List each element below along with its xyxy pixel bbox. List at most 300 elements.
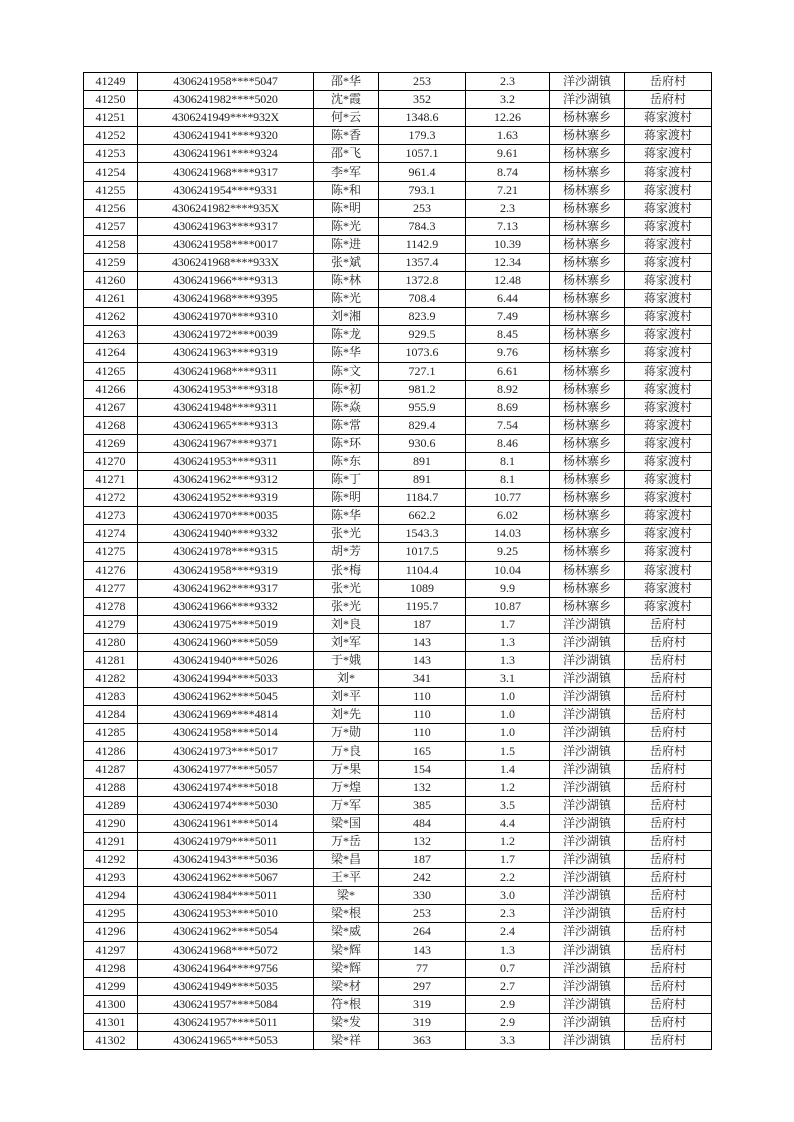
serial-number-cell: 41249 xyxy=(84,73,138,91)
village-cell: 岳府村 xyxy=(625,670,712,688)
township-cell: 杨林寨乡 xyxy=(550,579,625,597)
village-cell: 蒋家渡村 xyxy=(625,344,712,362)
value-cell: 2.9 xyxy=(466,1013,550,1031)
name-cell: 万*良 xyxy=(314,742,379,760)
village-cell: 蒋家渡村 xyxy=(625,543,712,561)
id-number-cell: 4306241962****9312 xyxy=(138,471,314,489)
serial-number-cell: 41302 xyxy=(84,1031,138,1049)
name-cell: 陈*明 xyxy=(314,489,379,507)
id-number-cell: 4306241973****5017 xyxy=(138,742,314,760)
table-row xyxy=(84,235,712,253)
table-row xyxy=(84,109,712,127)
table-row xyxy=(84,995,712,1013)
township-cell: 洋沙湖镇 xyxy=(550,814,625,832)
table-row xyxy=(84,977,712,995)
township-cell: 洋沙湖镇 xyxy=(550,778,625,796)
value-cell: 1.3 xyxy=(466,652,550,670)
name-cell: 张*斌 xyxy=(314,253,379,271)
township-cell: 洋沙湖镇 xyxy=(550,1013,625,1031)
value-cell: 1.2 xyxy=(466,832,550,850)
name-cell: 刘*良 xyxy=(314,615,379,633)
township-cell: 洋沙湖镇 xyxy=(550,742,625,760)
amount-cell: 727.1 xyxy=(379,362,466,380)
serial-number-cell: 41273 xyxy=(84,507,138,525)
name-cell: 梁*发 xyxy=(314,1013,379,1031)
amount-cell: 1104.4 xyxy=(379,561,466,579)
id-number-cell: 4306241964****9756 xyxy=(138,959,314,977)
amount-cell: 981.2 xyxy=(379,380,466,398)
amount-cell: 154 xyxy=(379,760,466,778)
table-row xyxy=(84,471,712,489)
id-number-cell: 4306241965****9313 xyxy=(138,416,314,434)
id-number-cell: 4306241968****9311 xyxy=(138,362,314,380)
data-table xyxy=(83,72,712,1050)
name-cell: 陈*和 xyxy=(314,181,379,199)
township-cell: 杨林寨乡 xyxy=(550,326,625,344)
table-row xyxy=(84,145,712,163)
amount-cell: 319 xyxy=(379,1013,466,1031)
village-cell: 岳府村 xyxy=(625,706,712,724)
id-number-cell: 4306241968****933X xyxy=(138,253,314,271)
village-cell: 蒋家渡村 xyxy=(625,362,712,380)
serial-number-cell: 41262 xyxy=(84,308,138,326)
township-cell: 杨林寨乡 xyxy=(550,362,625,380)
village-cell: 蒋家渡村 xyxy=(625,235,712,253)
id-number-cell: 4306241960****5059 xyxy=(138,633,314,651)
id-number-cell: 4306241954****9331 xyxy=(138,181,314,199)
name-cell: 张*光 xyxy=(314,579,379,597)
name-cell: 陈*华 xyxy=(314,344,379,362)
name-cell: 陈*文 xyxy=(314,362,379,380)
township-cell: 洋沙湖镇 xyxy=(550,91,625,109)
value-cell: 6.61 xyxy=(466,362,550,380)
township-cell: 洋沙湖镇 xyxy=(550,1031,625,1049)
id-number-cell: 4306241972****0039 xyxy=(138,326,314,344)
amount-cell: 165 xyxy=(379,742,466,760)
serial-number-cell: 41278 xyxy=(84,597,138,615)
village-cell: 蒋家渡村 xyxy=(625,253,712,271)
value-cell: 10.04 xyxy=(466,561,550,579)
id-number-cell: 4306241958****5047 xyxy=(138,73,314,91)
id-number-cell: 4306241979****5011 xyxy=(138,832,314,850)
name-cell: 符*根 xyxy=(314,995,379,1013)
table-row xyxy=(84,73,712,91)
township-cell: 杨林寨乡 xyxy=(550,109,625,127)
serial-number-cell: 41282 xyxy=(84,670,138,688)
table-row xyxy=(84,398,712,416)
value-cell: 0.7 xyxy=(466,959,550,977)
value-cell: 1.7 xyxy=(466,615,550,633)
value-cell: 2.3 xyxy=(466,73,550,91)
name-cell: 陈*焱 xyxy=(314,398,379,416)
township-cell: 洋沙湖镇 xyxy=(550,796,625,814)
amount-cell: 1089 xyxy=(379,579,466,597)
village-cell: 蒋家渡村 xyxy=(625,272,712,290)
value-cell: 8.92 xyxy=(466,380,550,398)
name-cell: 万*岳 xyxy=(314,832,379,850)
village-cell: 蒋家渡村 xyxy=(625,308,712,326)
name-cell: 陈*常 xyxy=(314,416,379,434)
table-row xyxy=(84,959,712,977)
value-cell: 1.0 xyxy=(466,706,550,724)
serial-number-cell: 41267 xyxy=(84,398,138,416)
village-cell: 岳府村 xyxy=(625,923,712,941)
serial-number-cell: 41281 xyxy=(84,652,138,670)
table-row xyxy=(84,489,712,507)
value-cell: 12.48 xyxy=(466,272,550,290)
serial-number-cell: 41274 xyxy=(84,525,138,543)
id-number-cell: 4306241962****5054 xyxy=(138,923,314,941)
table-row xyxy=(84,380,712,398)
table-row xyxy=(84,561,712,579)
table-body xyxy=(84,73,712,1050)
name-cell: 陈*环 xyxy=(314,434,379,452)
village-cell: 蒋家渡村 xyxy=(625,181,712,199)
village-cell: 蒋家渡村 xyxy=(625,525,712,543)
township-cell: 洋沙湖镇 xyxy=(550,832,625,850)
township-cell: 杨林寨乡 xyxy=(550,163,625,181)
village-cell: 岳府村 xyxy=(625,814,712,832)
value-cell: 6.44 xyxy=(466,290,550,308)
village-cell: 岳府村 xyxy=(625,742,712,760)
amount-cell: 961.4 xyxy=(379,163,466,181)
serial-number-cell: 41264 xyxy=(84,344,138,362)
id-number-cell: 4306241968****5072 xyxy=(138,941,314,959)
serial-number-cell: 41256 xyxy=(84,199,138,217)
serial-number-cell: 41297 xyxy=(84,941,138,959)
township-cell: 洋沙湖镇 xyxy=(550,887,625,905)
id-number-cell: 4306241970****0035 xyxy=(138,507,314,525)
value-cell: 3.3 xyxy=(466,1031,550,1049)
serial-number-cell: 41253 xyxy=(84,145,138,163)
township-cell: 洋沙湖镇 xyxy=(550,670,625,688)
table-row xyxy=(84,253,712,271)
table-row xyxy=(84,416,712,434)
table-row xyxy=(84,887,712,905)
name-cell: 邵*飞 xyxy=(314,145,379,163)
serial-number-cell: 41300 xyxy=(84,995,138,1013)
value-cell: 9.25 xyxy=(466,543,550,561)
id-number-cell: 4306241957****5084 xyxy=(138,995,314,1013)
id-number-cell: 4306241952****9319 xyxy=(138,489,314,507)
township-cell: 杨林寨乡 xyxy=(550,507,625,525)
table-row xyxy=(84,344,712,362)
value-cell: 1.5 xyxy=(466,742,550,760)
id-number-cell: 4306241949****932X xyxy=(138,109,314,127)
id-number-cell: 4306241943****5036 xyxy=(138,851,314,869)
village-cell: 蒋家渡村 xyxy=(625,416,712,434)
township-cell: 杨林寨乡 xyxy=(550,253,625,271)
value-cell: 8.1 xyxy=(466,471,550,489)
serial-number-cell: 41275 xyxy=(84,543,138,561)
id-number-cell: 4306241957****5011 xyxy=(138,1013,314,1031)
table-row xyxy=(84,615,712,633)
township-cell: 洋沙湖镇 xyxy=(550,760,625,778)
id-number-cell: 4306241940****5026 xyxy=(138,652,314,670)
township-cell: 洋沙湖镇 xyxy=(550,706,625,724)
table-row xyxy=(84,760,712,778)
amount-cell: 955.9 xyxy=(379,398,466,416)
village-cell: 岳府村 xyxy=(625,851,712,869)
village-cell: 蒋家渡村 xyxy=(625,163,712,181)
amount-cell: 1142.9 xyxy=(379,235,466,253)
table-row xyxy=(84,217,712,235)
name-cell: 刘*平 xyxy=(314,688,379,706)
value-cell: 7.49 xyxy=(466,308,550,326)
township-cell: 洋沙湖镇 xyxy=(550,923,625,941)
serial-number-cell: 41270 xyxy=(84,452,138,470)
village-cell: 岳府村 xyxy=(625,724,712,742)
township-cell: 杨林寨乡 xyxy=(550,543,625,561)
serial-number-cell: 41257 xyxy=(84,217,138,235)
amount-cell: 187 xyxy=(379,851,466,869)
id-number-cell: 4306241978****9315 xyxy=(138,543,314,561)
name-cell: 陈*初 xyxy=(314,380,379,398)
value-cell: 7.21 xyxy=(466,181,550,199)
village-cell: 蒋家渡村 xyxy=(625,597,712,615)
name-cell: 何*云 xyxy=(314,109,379,127)
village-cell: 蒋家渡村 xyxy=(625,109,712,127)
name-cell: 梁*威 xyxy=(314,923,379,941)
amount-cell: 110 xyxy=(379,724,466,742)
value-cell: 14.03 xyxy=(466,525,550,543)
village-cell: 岳府村 xyxy=(625,73,712,91)
serial-number-cell: 41291 xyxy=(84,832,138,850)
value-cell: 9.76 xyxy=(466,344,550,362)
id-number-cell: 4306241982****5020 xyxy=(138,91,314,109)
township-cell: 杨林寨乡 xyxy=(550,145,625,163)
value-cell: 12.34 xyxy=(466,253,550,271)
serial-number-cell: 41263 xyxy=(84,326,138,344)
amount-cell: 363 xyxy=(379,1031,466,1049)
value-cell: 1.3 xyxy=(466,633,550,651)
id-number-cell: 4306241962****9317 xyxy=(138,579,314,597)
village-cell: 蒋家渡村 xyxy=(625,199,712,217)
table-row xyxy=(84,742,712,760)
amount-cell: 143 xyxy=(379,652,466,670)
id-number-cell: 4306241968****9395 xyxy=(138,290,314,308)
serial-number-cell: 41290 xyxy=(84,814,138,832)
village-cell: 岳府村 xyxy=(625,832,712,850)
name-cell: 刘*先 xyxy=(314,706,379,724)
name-cell: 梁*祥 xyxy=(314,1031,379,1049)
id-number-cell: 4306241953****9311 xyxy=(138,452,314,470)
village-cell: 蒋家渡村 xyxy=(625,326,712,344)
name-cell: 陈*林 xyxy=(314,272,379,290)
name-cell: 梁*材 xyxy=(314,977,379,995)
village-cell: 岳府村 xyxy=(625,887,712,905)
township-cell: 洋沙湖镇 xyxy=(550,995,625,1013)
name-cell: 陈*龙 xyxy=(314,326,379,344)
township-cell: 杨林寨乡 xyxy=(550,344,625,362)
amount-cell: 1017.5 xyxy=(379,543,466,561)
village-cell: 蒋家渡村 xyxy=(625,398,712,416)
name-cell: 刘* xyxy=(314,670,379,688)
township-cell: 洋沙湖镇 xyxy=(550,615,625,633)
amount-cell: 264 xyxy=(379,923,466,941)
id-number-cell: 4306241984****5011 xyxy=(138,887,314,905)
name-cell: 刘*军 xyxy=(314,633,379,651)
id-number-cell: 4306241966****9313 xyxy=(138,272,314,290)
amount-cell: 341 xyxy=(379,670,466,688)
serial-number-cell: 41265 xyxy=(84,362,138,380)
township-cell: 洋沙湖镇 xyxy=(550,977,625,995)
name-cell: 张*光 xyxy=(314,597,379,615)
amount-cell: 385 xyxy=(379,796,466,814)
table-row xyxy=(84,597,712,615)
serial-number-cell: 41272 xyxy=(84,489,138,507)
township-cell: 洋沙湖镇 xyxy=(550,724,625,742)
table-row xyxy=(84,199,712,217)
name-cell: 梁*国 xyxy=(314,814,379,832)
id-number-cell: 4306241994****5033 xyxy=(138,670,314,688)
id-number-cell: 4306241967****9371 xyxy=(138,434,314,452)
value-cell: 1.0 xyxy=(466,688,550,706)
township-cell: 杨林寨乡 xyxy=(550,380,625,398)
id-number-cell: 4306241958****0017 xyxy=(138,235,314,253)
value-cell: 8.1 xyxy=(466,452,550,470)
name-cell: 刘*湘 xyxy=(314,308,379,326)
amount-cell: 179.3 xyxy=(379,127,466,145)
village-cell: 岳府村 xyxy=(625,941,712,959)
table-row xyxy=(84,326,712,344)
value-cell: 8.74 xyxy=(466,163,550,181)
township-cell: 洋沙湖镇 xyxy=(550,73,625,91)
village-cell: 岳府村 xyxy=(625,959,712,977)
name-cell: 陈*明 xyxy=(314,199,379,217)
amount-cell: 297 xyxy=(379,977,466,995)
id-number-cell: 4306241958****9319 xyxy=(138,561,314,579)
amount-cell: 1073.6 xyxy=(379,344,466,362)
amount-cell: 484 xyxy=(379,814,466,832)
table-row xyxy=(84,814,712,832)
table-row xyxy=(84,543,712,561)
value-cell: 7.13 xyxy=(466,217,550,235)
township-cell: 杨林寨乡 xyxy=(550,525,625,543)
table-row xyxy=(84,724,712,742)
village-cell: 蒋家渡村 xyxy=(625,434,712,452)
township-cell: 杨林寨乡 xyxy=(550,489,625,507)
table-row xyxy=(84,127,712,145)
amount-cell: 823.9 xyxy=(379,308,466,326)
township-cell: 洋沙湖镇 xyxy=(550,633,625,651)
serial-number-cell: 41293 xyxy=(84,869,138,887)
table-row xyxy=(84,163,712,181)
table-row xyxy=(84,688,712,706)
amount-cell: 1184.7 xyxy=(379,489,466,507)
id-number-cell: 4306241958****5014 xyxy=(138,724,314,742)
township-cell: 杨林寨乡 xyxy=(550,290,625,308)
name-cell: 张*光 xyxy=(314,525,379,543)
amount-cell: 132 xyxy=(379,832,466,850)
amount-cell: 143 xyxy=(379,941,466,959)
table-row xyxy=(84,362,712,380)
name-cell: 梁*根 xyxy=(314,905,379,923)
serial-number-cell: 41259 xyxy=(84,253,138,271)
village-cell: 蒋家渡村 xyxy=(625,452,712,470)
table-row xyxy=(84,869,712,887)
amount-cell: 929.5 xyxy=(379,326,466,344)
village-cell: 岳府村 xyxy=(625,760,712,778)
amount-cell: 662.2 xyxy=(379,507,466,525)
village-cell: 岳府村 xyxy=(625,869,712,887)
table-row xyxy=(84,923,712,941)
serial-number-cell: 41266 xyxy=(84,380,138,398)
table-row xyxy=(84,941,712,959)
value-cell: 7.54 xyxy=(466,416,550,434)
amount-cell: 352 xyxy=(379,91,466,109)
id-number-cell: 4306241941****9320 xyxy=(138,127,314,145)
id-number-cell: 4306241963****9319 xyxy=(138,344,314,362)
village-cell: 蒋家渡村 xyxy=(625,290,712,308)
id-number-cell: 4306241975****5019 xyxy=(138,615,314,633)
name-cell: 万*煌 xyxy=(314,778,379,796)
amount-cell: 793.1 xyxy=(379,181,466,199)
value-cell: 10.39 xyxy=(466,235,550,253)
amount-cell: 1348.6 xyxy=(379,109,466,127)
village-cell: 蒋家渡村 xyxy=(625,145,712,163)
id-number-cell: 4306241977****5057 xyxy=(138,760,314,778)
value-cell: 3.5 xyxy=(466,796,550,814)
amount-cell: 143 xyxy=(379,633,466,651)
serial-number-cell: 41296 xyxy=(84,923,138,941)
township-cell: 杨林寨乡 xyxy=(550,127,625,145)
value-cell: 1.0 xyxy=(466,724,550,742)
name-cell: 陈*香 xyxy=(314,127,379,145)
amount-cell: 187 xyxy=(379,615,466,633)
serial-number-cell: 41284 xyxy=(84,706,138,724)
name-cell: 万*果 xyxy=(314,760,379,778)
name-cell: 张*梅 xyxy=(314,561,379,579)
id-number-cell: 4306241969****4814 xyxy=(138,706,314,724)
name-cell: 沈*霞 xyxy=(314,91,379,109)
table-row xyxy=(84,851,712,869)
village-cell: 岳府村 xyxy=(625,615,712,633)
name-cell: 万*勋 xyxy=(314,724,379,742)
amount-cell: 1195.7 xyxy=(379,597,466,615)
table-row xyxy=(84,652,712,670)
value-cell: 2.3 xyxy=(466,199,550,217)
value-cell: 8.46 xyxy=(466,434,550,452)
amount-cell: 253 xyxy=(379,199,466,217)
amount-cell: 132 xyxy=(379,778,466,796)
serial-number-cell: 41261 xyxy=(84,290,138,308)
table-row xyxy=(84,290,712,308)
amount-cell: 242 xyxy=(379,869,466,887)
township-cell: 洋沙湖镇 xyxy=(550,652,625,670)
serial-number-cell: 41252 xyxy=(84,127,138,145)
serial-number-cell: 41255 xyxy=(84,181,138,199)
village-cell: 岳府村 xyxy=(625,905,712,923)
value-cell: 1.3 xyxy=(466,941,550,959)
name-cell: 王*平 xyxy=(314,869,379,887)
township-cell: 洋沙湖镇 xyxy=(550,959,625,977)
name-cell: 陈*光 xyxy=(314,217,379,235)
village-cell: 蒋家渡村 xyxy=(625,380,712,398)
amount-cell: 930.6 xyxy=(379,434,466,452)
amount-cell: 1357.4 xyxy=(379,253,466,271)
id-number-cell: 4306241949****5035 xyxy=(138,977,314,995)
serial-number-cell: 41271 xyxy=(84,471,138,489)
table-row xyxy=(84,706,712,724)
amount-cell: 891 xyxy=(379,471,466,489)
village-cell: 蒋家渡村 xyxy=(625,507,712,525)
serial-number-cell: 41286 xyxy=(84,742,138,760)
amount-cell: 708.4 xyxy=(379,290,466,308)
value-cell: 10.77 xyxy=(466,489,550,507)
serial-number-cell: 41269 xyxy=(84,434,138,452)
village-cell: 岳府村 xyxy=(625,633,712,651)
